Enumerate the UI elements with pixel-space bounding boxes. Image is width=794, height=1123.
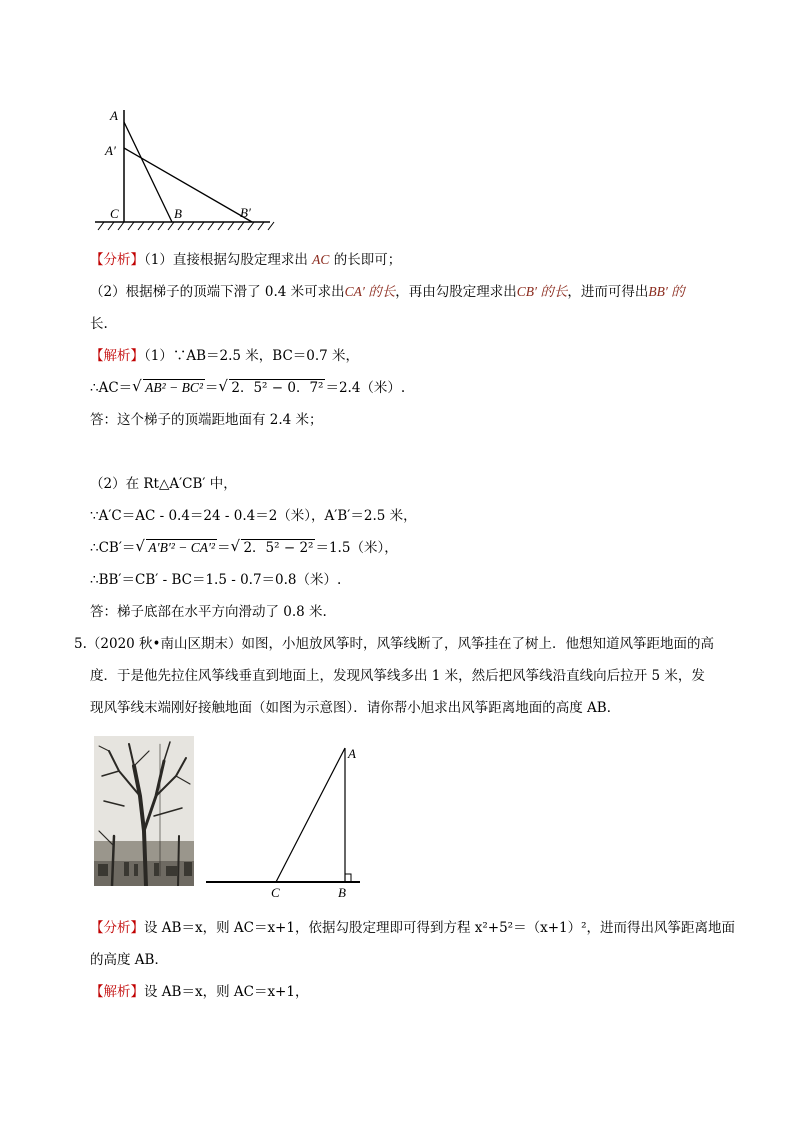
problem5-line2: 度．于是他先拉住风筝线垂直到地面上，发现风筝线多出 1 米，然后把风筝线沿直线向后拉开 5 米，发 (90, 668, 705, 684)
label-b-prime: B′ (240, 205, 251, 220)
solution1-part2-line4: ∴BB′＝CB′ - BC＝1.5 - 0.7＝0.8（米）. (90, 572, 342, 588)
label-c: C (110, 206, 119, 221)
solution1-line2: ∴AC＝√ AB² − BC² ＝√ 2．5² − 0．7² ＝2.4（米）. (90, 378, 405, 398)
solution1-part2-line5: 答：梯子底部在水平方向滑动了 0.8 米. (90, 604, 327, 620)
solution1-line1: 【解析】（1）∵AB＝2.5 米，BC＝0.7 米， (90, 348, 360, 364)
analysis-tag: 【分析】 (90, 920, 144, 936)
label-b: B (338, 885, 346, 900)
solution-tag: 【解析】 (90, 984, 144, 1000)
analysis1-line3: 长. (90, 316, 108, 332)
ground-hatching (98, 222, 274, 230)
solution1-line3: 答：这个梯子的顶端距地面有 2.4 米； (90, 412, 323, 428)
sqrt-expression: √ 2．5² − 0．7² (220, 378, 325, 398)
ladder-a-prime-b-prime (124, 148, 252, 222)
analysis1-line1: 【分析】（1）直接根据勾股定理求出 AC 的长即可； (90, 252, 402, 268)
kite-triangle-diagram (200, 740, 370, 900)
label-b: B (174, 206, 182, 221)
kite-line-ac (276, 748, 345, 882)
right-angle-mark (345, 874, 351, 882)
label-a-prime: A′ (105, 143, 116, 158)
solution1-part2-line3: ∴CB′＝√ A′B′² − CA′² ＝√ 2．5² − 2² ＝1.5（米）， (90, 538, 398, 558)
sqrt-expression: √ A′B′² − CA′² (137, 538, 217, 558)
analysis1-line2: （2）根据梯子的顶端下滑了 0.4 米可求出CA′ 的长，再由勾股定理求出CB′ 的长，进而可得出BB′ 的 (90, 284, 685, 300)
label-a: A (110, 108, 118, 123)
solution1-part2-line1: （2）在 Rt△A′CB′ 中， (90, 476, 237, 492)
analysis-tag: 【分析】 (90, 252, 144, 268)
problem5-line3: 现风筝线末端刚好接触地面（如图为示意图）．请你帮小旭求出风筝距离地面的高度 AB． (90, 700, 621, 716)
analysis2-line1: 【分析】设 AB＝x，则 AC＝x+1，依据勾股定理即可得到方程 x²+5²＝（x+1）²，进而得出风筝距离地面 (90, 920, 736, 936)
solution-tag: 【解析】 (90, 348, 144, 364)
problem-number: 5. (74, 636, 87, 652)
label-a: A (348, 746, 356, 761)
ladder-diagram (90, 100, 280, 235)
solution2-line1: 【解析】设 AB＝x，则 AC＝x+1， (90, 984, 309, 1000)
analysis2-line2: 的高度 AB． (90, 952, 168, 968)
problem5-line1: 5.（2020 秋•南山区期末）如图，小旭放风筝时，风筝线断了，风筝挂在了树上．他想知道风筝距地面的高 (74, 636, 714, 652)
label-c: C (271, 885, 280, 900)
sqrt-expression: √ 2．5² − 2² (232, 538, 315, 558)
solution1-part2-line2: ∵A′C＝AC - 0.4＝24 - 0.4＝2（米），A′B′＝2.5 米， (90, 508, 417, 524)
sqrt-expression: √ AB² − BC² (134, 378, 205, 398)
tree-photo (94, 736, 194, 886)
